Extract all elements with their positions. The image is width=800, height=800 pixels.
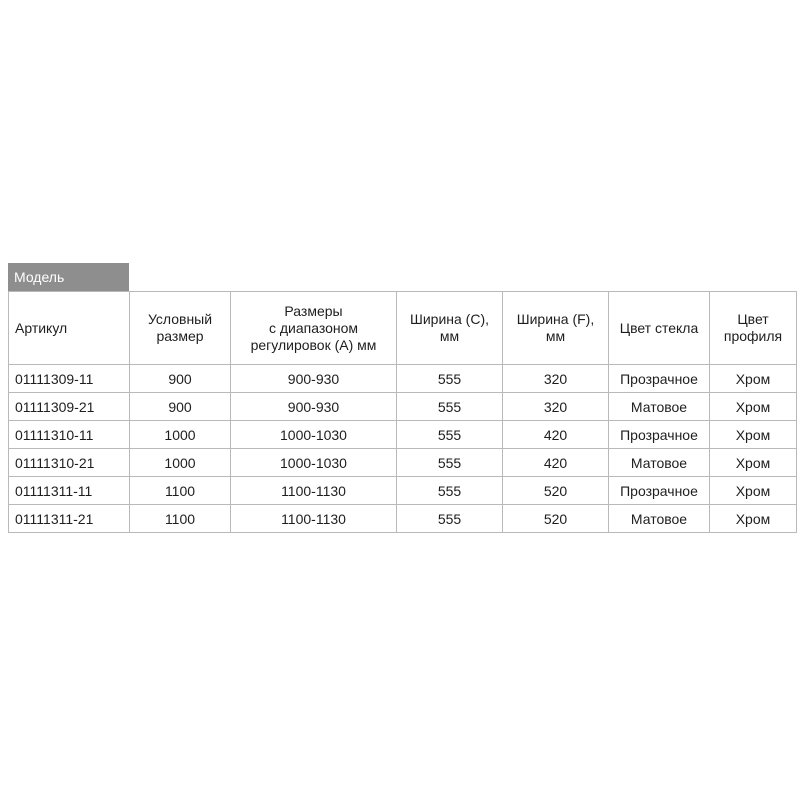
cell-profile-color: Хром [710,393,797,421]
cell-article: 01111310-11 [9,421,130,449]
model-tab-label: Модель [8,263,129,291]
cell-article: 01111310-21 [9,449,130,477]
cell-profile-color: Хром [710,365,797,393]
cell-nominal-size: 900 [130,393,231,421]
cell-width-f: 320 [503,393,609,421]
header-width-f-line-1: Ширина (F), [516,311,595,327]
header-profile-color-line-1: Цвет [737,311,769,327]
cell-profile-color: Хром [710,505,797,533]
header-nominal-size-line-2: размер [156,328,204,344]
table-row [9,477,797,505]
cell-width-f: 320 [503,365,609,393]
cell-profile-color: Хром [710,477,797,505]
cell-article: 01111311-21 [9,505,130,533]
header-width-c-line-2: мм [439,328,460,344]
table-row [9,449,797,477]
cell-glass-color: Прозрачное [609,477,710,505]
spec-table-block [8,263,796,533]
cell-profile-color: Хром [710,449,797,477]
cell-width-f: 520 [503,477,609,505]
cell-nominal-size: 1100 [130,505,231,533]
cell-width-f: 520 [503,505,609,533]
header-width-f [503,292,609,365]
cell-profile-color: Хром [710,421,797,449]
spec-table [8,291,797,533]
cell-nominal-size: 1100 [130,477,231,505]
header-profile-color [710,292,797,365]
cell-width-c: 555 [397,505,503,533]
header-article: Артикул [9,292,130,365]
cell-width-c: 555 [397,365,503,393]
header-dimensions-line-3: регулировок (А) мм [250,336,377,353]
cell-dimensions: 1100-1130 [231,505,397,533]
cell-glass-color: Прозрачное [609,365,710,393]
header-nominal-size-line-1: Условный [147,311,213,327]
cell-width-f: 420 [503,449,609,477]
cell-nominal-size: 1000 [130,421,231,449]
cell-width-c: 555 [397,477,503,505]
cell-dimensions: 1000-1030 [231,421,397,449]
table-row [9,421,797,449]
cell-nominal-size: 900 [130,365,231,393]
table-row [9,505,797,533]
cell-article: 01111309-11 [9,365,130,393]
cell-dimensions: 900-930 [231,393,397,421]
cell-dimensions: 900-930 [231,365,397,393]
cell-dimensions: 1000-1030 [231,449,397,477]
header-width-c [397,292,503,365]
table-row [9,393,797,421]
cell-width-c: 555 [397,393,503,421]
header-dimensions [231,292,397,365]
cell-dimensions: 1100-1130 [231,477,397,505]
cell-glass-color: Матовое [609,505,710,533]
header-dimensions-line-1: Размеры [284,302,343,319]
cell-article: 01111309-21 [9,393,130,421]
header-glass-color: Цвет стекла [609,292,710,365]
header-profile-color-line-2: профиля [723,328,783,344]
header-nominal-size [130,292,231,365]
cell-nominal-size: 1000 [130,449,231,477]
cell-glass-color: Прозрачное [609,421,710,449]
header-row [9,292,797,365]
cell-width-c: 555 [397,421,503,449]
cell-article: 01111311-11 [9,477,130,505]
cell-glass-color: Матовое [609,393,710,421]
cell-width-c: 555 [397,449,503,477]
table-row [9,365,797,393]
header-width-c-line-1: Ширина (С), [410,311,489,327]
cell-glass-color: Матовое [609,449,710,477]
header-width-f-line-2: мм [545,328,566,344]
header-dimensions-line-2: с диапазоном [268,319,359,336]
cell-width-f: 420 [503,421,609,449]
